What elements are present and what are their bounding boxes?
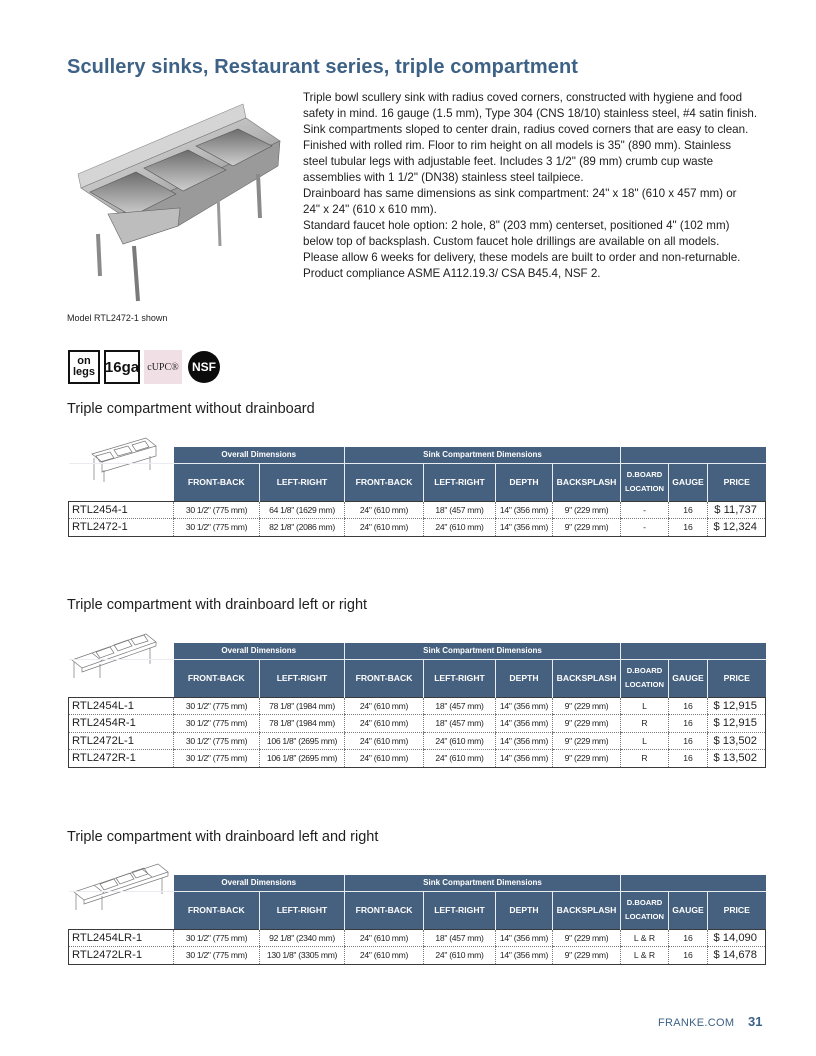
price: $ 12,324 <box>708 519 766 537</box>
table-row: RTL2454-1 30 1/2" (775 mm) 64 1/8" (1629 mm) 24" (610 mm) 18" (457 mm) 14" (356 mm) 9" (229 mm) - 16 $ 11,737 <box>69 501 766 519</box>
col-backsplash: BACKSPLASH <box>553 659 621 697</box>
price: $ 13,502 <box>708 732 766 750</box>
table-row: RTL2454L-1 30 1/2" (775 mm) 78 1/8" (1984 mm) 24" (610 mm) 18" (457 mm) 14" (356 mm) 9" (229 mm) L 16 $ 12,915 <box>69 697 766 715</box>
col-gauge: GAUGE <box>669 891 708 929</box>
col-depth: DEPTH <box>496 891 553 929</box>
page-title: Scullery sinks, Restaurant series, triple compartment <box>67 56 579 78</box>
header-sink-dimensions: Sink Compartment Dimensions <box>345 643 621 659</box>
header-sink-dimensions: Sink Compartment Dimensions <box>345 447 621 463</box>
model-number: RTL2472-1 <box>69 519 174 537</box>
col-backsplash: BACKSPLASH <box>553 463 621 501</box>
section-title-drainboard-left-or-right: Triple compartment with drainboard left or right <box>67 597 368 613</box>
table-row: RTL2454LR-1 30 1/2" (775 mm) 92 1/8" (2340 mm) 24" (610 mm) 18" (457 mm) 14" (356 mm) 9" (229 mm) L & R 16 $ 14,090 <box>69 929 766 947</box>
certification-badges <box>68 349 220 385</box>
table-row: RTL2472L-1 30 1/2" (775 mm) 106 1/8" (2695 mm) 24" (610 mm) 24" (610 mm) 14" (356 mm) 9" (229 mm) L 16 $ 13,502 <box>69 732 766 750</box>
col-overall-front-back: FRONT-BACK <box>174 463 260 501</box>
price: $ 13,502 <box>708 750 766 768</box>
col-drainboard-location: D.BOARD LOCATION <box>621 891 669 929</box>
col-backsplash: BACKSPLASH <box>553 891 621 929</box>
col-depth: DEPTH <box>496 659 553 697</box>
header-overall-dimensions: Overall Dimensions <box>174 643 345 659</box>
model-number: RTL2454R-1 <box>69 715 174 733</box>
table-row: RTL2454R-1 30 1/2" (775 mm) 78 1/8" (1984 mm) 24" (610 mm) 18" (457 mm) 14" (356 mm) 9" (229 mm) R 16 $ 12,915 <box>69 715 766 733</box>
price: $ 14,090 <box>708 929 766 947</box>
col-overall-left-right: LEFT-RIGHT <box>260 463 345 501</box>
col-sink-left-right: LEFT-RIGHT <box>424 463 496 501</box>
col-sink-left-right: LEFT-RIGHT <box>424 659 496 697</box>
header-overall-dimensions: Overall Dimensions <box>174 447 345 463</box>
gauge-badge: 16ga <box>104 350 140 384</box>
model-number: RTL2454-1 <box>69 501 174 519</box>
model-number: RTL2454LR-1 <box>69 929 174 947</box>
table-drainboard-left-or-right <box>68 643 766 768</box>
col-overall-left-right: LEFT-RIGHT <box>260 659 345 697</box>
on-legs-badge: on legs <box>68 350 100 384</box>
table-row: RTL2472-1 30 1/2" (775 mm) 82 1/8" (2086 mm) 24" (610 mm) 24" (610 mm) 14" (356 mm) 9" (229 mm) - 16 $ 12,324 <box>69 519 766 537</box>
header-sink-dimensions: Sink Compartment Dimensions <box>345 875 621 891</box>
col-drainboard-location: D.BOARD LOCATION <box>621 463 669 501</box>
model-number: RTL2454L-1 <box>69 697 174 715</box>
col-gauge: GAUGE <box>669 463 708 501</box>
section-title-drainboard-left-and-right: Triple compartment with drainboard left and right <box>67 829 379 845</box>
section-title-no-drainboard: Triple compartment without drainboard <box>67 401 315 417</box>
col-drainboard-location: D.BOARD LOCATION <box>621 659 669 697</box>
price: $ 12,915 <box>708 715 766 733</box>
price: $ 12,915 <box>708 697 766 715</box>
price: $ 11,737 <box>708 501 766 519</box>
col-price: PRICE <box>708 659 766 697</box>
table-drainboard-left-and-right <box>68 875 766 965</box>
model-number: RTL2472R-1 <box>69 750 174 768</box>
col-price: PRICE <box>708 891 766 929</box>
col-depth: DEPTH <box>496 463 553 501</box>
col-sink-front-back: FRONT-BACK <box>345 659 424 697</box>
product-photo <box>68 96 282 306</box>
header-overall-dimensions: Overall Dimensions <box>174 875 345 891</box>
col-overall-left-right: LEFT-RIGHT <box>260 891 345 929</box>
table-row: RTL2472R-1 30 1/2" (775 mm) 106 1/8" (2695 mm) 24" (610 mm) 24" (610 mm) 14" (356 mm) 9" (229 mm) R 16 $ 13,502 <box>69 750 766 768</box>
price: $ 14,678 <box>708 947 766 965</box>
col-price: PRICE <box>708 463 766 501</box>
col-sink-front-back: FRONT-BACK <box>345 891 424 929</box>
upc-logo: cUPC® <box>144 350 182 384</box>
model-number: RTL2472L-1 <box>69 732 174 750</box>
col-overall-front-back: FRONT-BACK <box>174 659 260 697</box>
col-sink-left-right: LEFT-RIGHT <box>424 891 496 929</box>
nsf-logo: NSF <box>188 351 220 383</box>
page-number: 31 <box>748 1014 763 1029</box>
table-row: RTL2472LR-1 30 1/2" (775 mm) 130 1/8" (3305 mm) 24" (610 mm) 24" (610 mm) 14" (356 mm) 9" (229 mm) L & R 16 $ 14,678 <box>69 947 766 965</box>
col-sink-front-back: FRONT-BACK <box>345 463 424 501</box>
product-description: Triple bowl scullery sink with radius coved corners, constructed with hygiene and food safety in mind. 16 gauge (1.5 mm), Type 304 (CNS 18/10) stainless steel, #4 satin finish. Sink compartments sloped to center drain, radius coved corners that are easy to clean. Finished with rolled rim. Floor to rim height on all models is 35" (890 mm). Stainless steel tubular legs with adjustable feet. Includes 3 1/2" (89 mm) crumb cup waste assemblies with 1 1/2" (DN38) stainless steel tailpiece. Drainboard has same dimensions as sink compartment: 24" x 18" (610 x 457 mm) or 24" x 24" (610 x 610 mm). Standard faucet hole option: 2 hole, 8" (203 mm) centerset, positioned 4" (102 mm) below top of backsplash. Custom faucet hole drillings are available on all models. Please allow 6 weeks for delivery, these models are built to order and non-returnable. Product compliance ASME A112.19.3/ CSA B45.4, NSF 2. <box>303 91 758 280</box>
col-overall-front-back: FRONT-BACK <box>174 891 260 929</box>
model-number: RTL2472LR-1 <box>69 947 174 965</box>
photo-caption: Model RTL2472-1 shown <box>67 313 168 323</box>
footer-brand-link[interactable]: FRANKE.COM <box>658 1017 735 1029</box>
col-gauge: GAUGE <box>669 659 708 697</box>
table-no-drainboard <box>68 447 766 537</box>
